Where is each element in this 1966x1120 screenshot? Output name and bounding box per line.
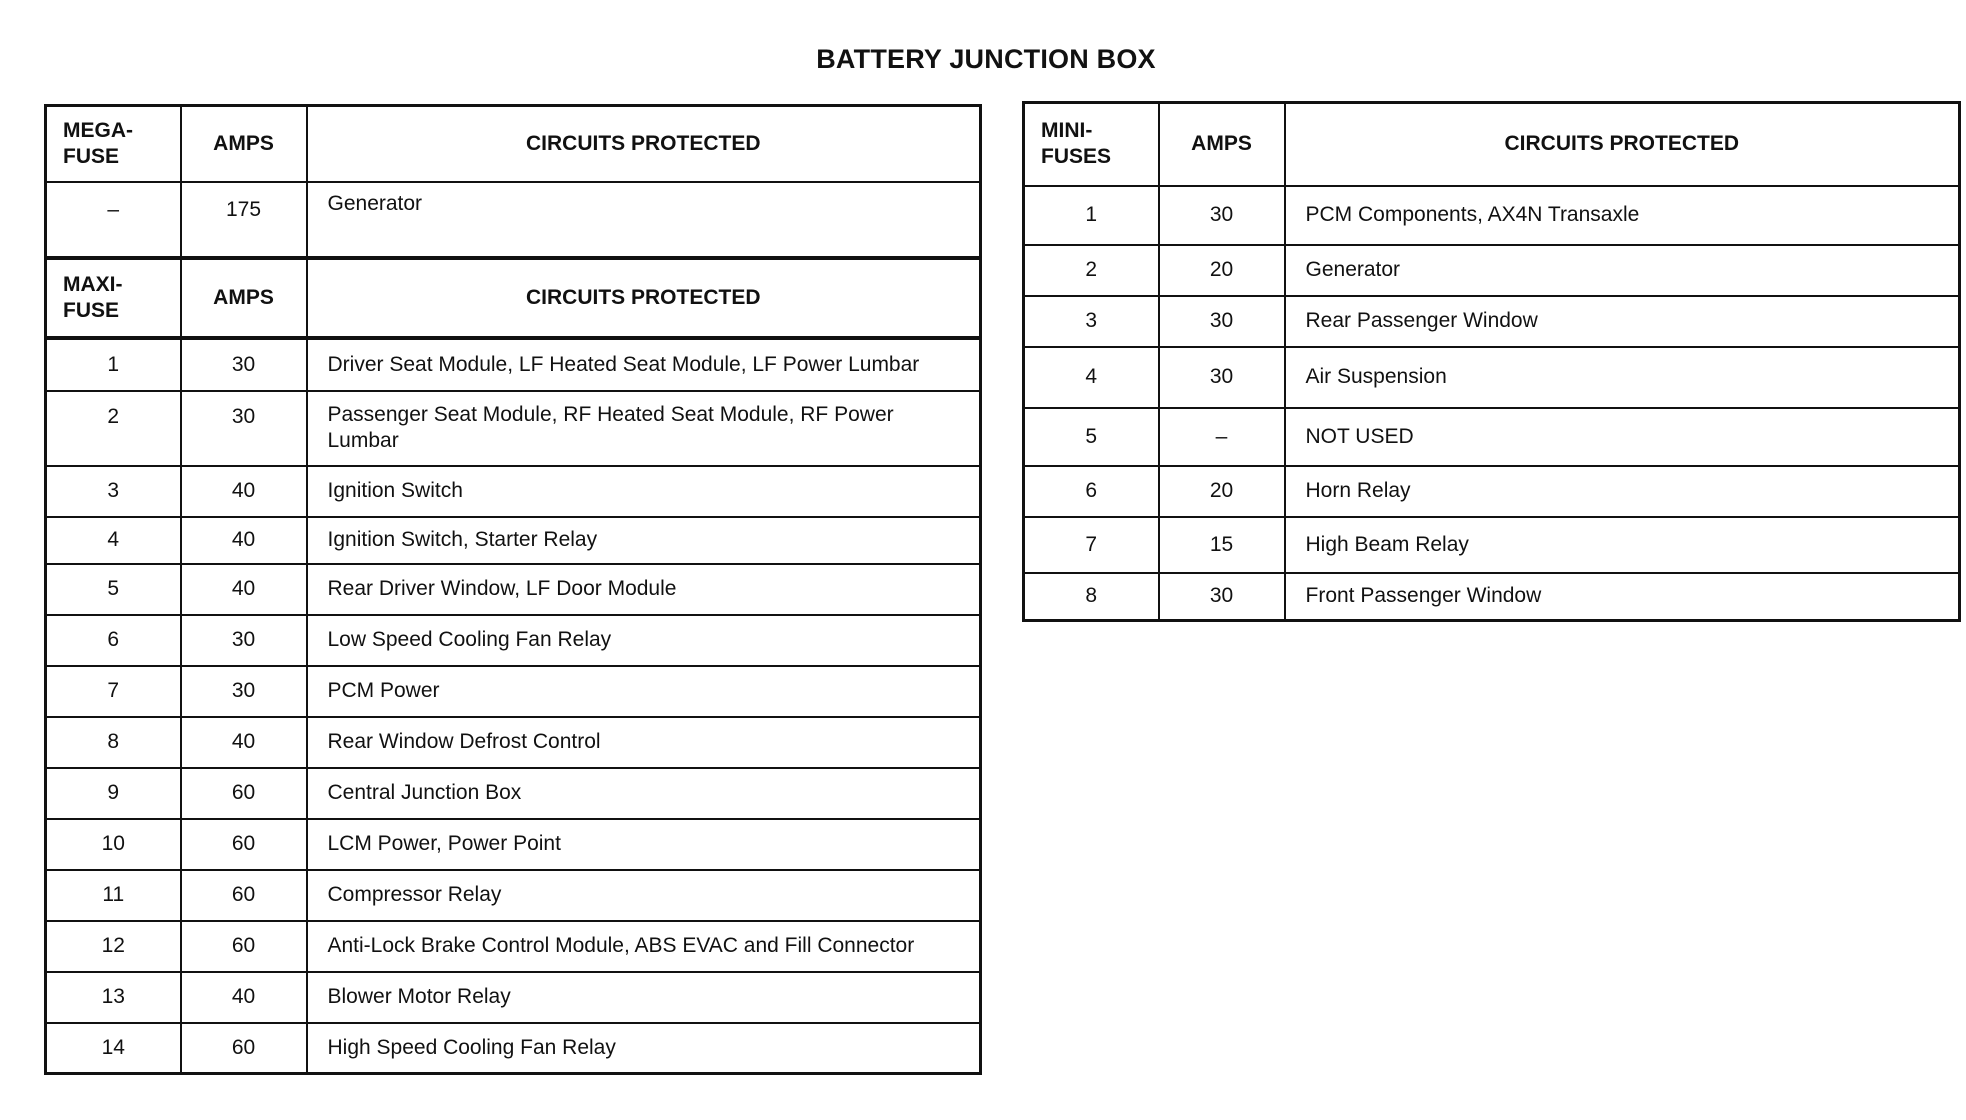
mega-circuits-column-header: CIRCUITS PROTECTED xyxy=(307,106,981,182)
fuse-amps: 20 xyxy=(1159,245,1285,296)
table-row xyxy=(1024,466,1960,517)
fuse-number: 8 xyxy=(1024,573,1159,621)
table-row xyxy=(46,666,981,717)
mini-amps-column-header: AMPS xyxy=(1159,103,1285,186)
mini-circuits-column-header: CIRCUITS PROTECTED xyxy=(1285,103,1960,186)
maxi-fuse-header-row xyxy=(46,258,981,338)
mega-fuse-header-line1: MEGA- xyxy=(63,118,133,142)
fuse-amps: 15 xyxy=(1159,517,1285,573)
table-row xyxy=(46,391,981,466)
fuse-circuits: Generator xyxy=(1285,245,1960,296)
table-row xyxy=(1024,573,1960,621)
fuse-amps: 60 xyxy=(181,921,307,972)
mega-fuse-circuits: Generator xyxy=(307,182,981,258)
table-row xyxy=(1024,347,1960,408)
fuse-circuits: Compressor Relay xyxy=(307,870,981,921)
fuse-number: 7 xyxy=(1024,517,1159,573)
fuse-amps: 40 xyxy=(181,564,307,615)
table-row xyxy=(46,1023,981,1074)
fuse-number: 12 xyxy=(46,921,181,972)
maxi-fuse-header-line1: MAXI- xyxy=(63,272,123,296)
table-row xyxy=(46,615,981,666)
mega-fuse-column-header xyxy=(46,106,181,182)
mega-fuse-header-line2: FUSE xyxy=(63,144,120,168)
table-row xyxy=(46,717,981,768)
fuse-amps: 30 xyxy=(1159,347,1285,408)
table-row xyxy=(1024,186,1960,245)
fuse-amps: 30 xyxy=(1159,296,1285,347)
mini-fuse-header-line1: MINI- xyxy=(1041,119,1093,143)
fuse-number: 2 xyxy=(1024,245,1159,296)
fuse-number: 6 xyxy=(1024,466,1159,517)
fuse-number: 7 xyxy=(46,666,181,717)
maxi-circuits-column-header: CIRCUITS PROTECTED xyxy=(307,258,981,338)
table-row xyxy=(46,466,981,517)
fuse-amps: 40 xyxy=(181,717,307,768)
table-row xyxy=(46,921,981,972)
fuse-circuits: Passenger Seat Module, RF Heated Seat Module, RF Power Lumbar xyxy=(307,391,981,466)
fuse-number: 4 xyxy=(1024,347,1159,408)
fuse-amps: 30 xyxy=(181,666,307,717)
mini-fuse-table xyxy=(1022,101,1961,622)
fuse-number: 2 xyxy=(46,391,181,466)
fuse-circuits: Air Suspension xyxy=(1285,347,1960,408)
table-row xyxy=(46,972,981,1023)
table-row xyxy=(46,517,981,564)
fuse-number: 5 xyxy=(46,564,181,615)
table-row xyxy=(46,768,981,819)
mini-fuse-header-line2: FUSES xyxy=(1041,145,1112,169)
fuse-amps: 60 xyxy=(181,768,307,819)
fuse-circuits: Rear Window Defrost Control xyxy=(307,717,981,768)
fuse-amps: 40 xyxy=(181,972,307,1023)
fuse-number: 1 xyxy=(46,338,181,391)
fuse-circuits: High Beam Relay xyxy=(1285,517,1960,573)
table-row xyxy=(1024,517,1960,573)
mega-amps-column-header: AMPS xyxy=(181,106,307,182)
fuse-number: 9 xyxy=(46,768,181,819)
mega-maxi-fuse-table xyxy=(44,104,982,1075)
fuse-amps: 40 xyxy=(181,466,307,517)
fuse-number: 1 xyxy=(1024,186,1159,245)
fuse-number: 11 xyxy=(46,870,181,921)
maxi-fuse-column-header xyxy=(46,258,181,338)
fuse-amps: 30 xyxy=(1159,186,1285,245)
fuse-amps: 30 xyxy=(1159,573,1285,621)
fuse-circuits: LCM Power, Power Point xyxy=(307,819,981,870)
fuse-circuits: NOT USED xyxy=(1285,408,1960,466)
fuse-circuits: Horn Relay xyxy=(1285,466,1960,517)
table-row xyxy=(46,819,981,870)
fuse-circuits: Rear Passenger Window xyxy=(1285,296,1960,347)
mini-fuse-column-header xyxy=(1024,103,1159,186)
fuse-amps: – xyxy=(1159,408,1285,466)
fuse-number: 3 xyxy=(1024,296,1159,347)
table-row xyxy=(46,564,981,615)
fuse-circuits: Front Passenger Window xyxy=(1285,573,1960,621)
mega-fuse-header-row xyxy=(46,106,981,182)
fuse-number: 3 xyxy=(46,466,181,517)
mini-fuse-header-row xyxy=(1024,103,1960,186)
fuse-number: 4 xyxy=(46,517,181,564)
fuse-circuits: Ignition Switch xyxy=(307,466,981,517)
fuse-circuits: Ignition Switch, Starter Relay xyxy=(307,517,981,564)
page-title: BATTERY JUNCTION BOX xyxy=(816,44,1156,74)
mega-fuse-amps: 175 xyxy=(181,182,307,258)
fuse-circuits: Rear Driver Window, LF Door Module xyxy=(307,564,981,615)
fuse-circuits: PCM Power xyxy=(307,666,981,717)
fuse-number: 5 xyxy=(1024,408,1159,466)
maxi-amps-column-header: AMPS xyxy=(181,258,307,338)
fuse-amps: 60 xyxy=(181,870,307,921)
fuse-number: 10 xyxy=(46,819,181,870)
fuse-circuits: Blower Motor Relay xyxy=(307,972,981,1023)
fuse-circuits: PCM Components, AX4N Transaxle xyxy=(1285,186,1960,245)
table-row xyxy=(1024,296,1960,347)
mega-fuse-number: – xyxy=(46,182,181,258)
table-row xyxy=(1024,408,1960,466)
fuse-number: 6 xyxy=(46,615,181,666)
fuse-amps: 60 xyxy=(181,819,307,870)
table-row xyxy=(46,870,981,921)
table-row xyxy=(1024,245,1960,296)
fuse-number: 14 xyxy=(46,1023,181,1074)
maxi-fuse-header-line2: FUSE xyxy=(63,298,120,322)
fuse-number: 8 xyxy=(46,717,181,768)
fuse-circuits: Central Junction Box xyxy=(307,768,981,819)
fuse-amps: 40 xyxy=(181,517,307,564)
fuse-amps: 20 xyxy=(1159,466,1285,517)
fuse-amps: 60 xyxy=(181,1023,307,1074)
fuse-amps: 30 xyxy=(181,615,307,666)
fuse-amps: 30 xyxy=(181,338,307,391)
fuse-circuits: Low Speed Cooling Fan Relay xyxy=(307,615,981,666)
fuse-amps: 30 xyxy=(181,391,307,466)
table-row xyxy=(46,338,981,391)
fuse-circuits: Anti-Lock Brake Control Module, ABS EVAC and Fill Connector xyxy=(307,921,981,972)
fuse-circuits: High Speed Cooling Fan Relay xyxy=(307,1023,981,1074)
fuse-number: 13 xyxy=(46,972,181,1023)
fuse-circuits: Driver Seat Module, LF Heated Seat Module, LF Power Lumbar xyxy=(307,338,981,391)
mega-fuse-row xyxy=(46,182,981,258)
